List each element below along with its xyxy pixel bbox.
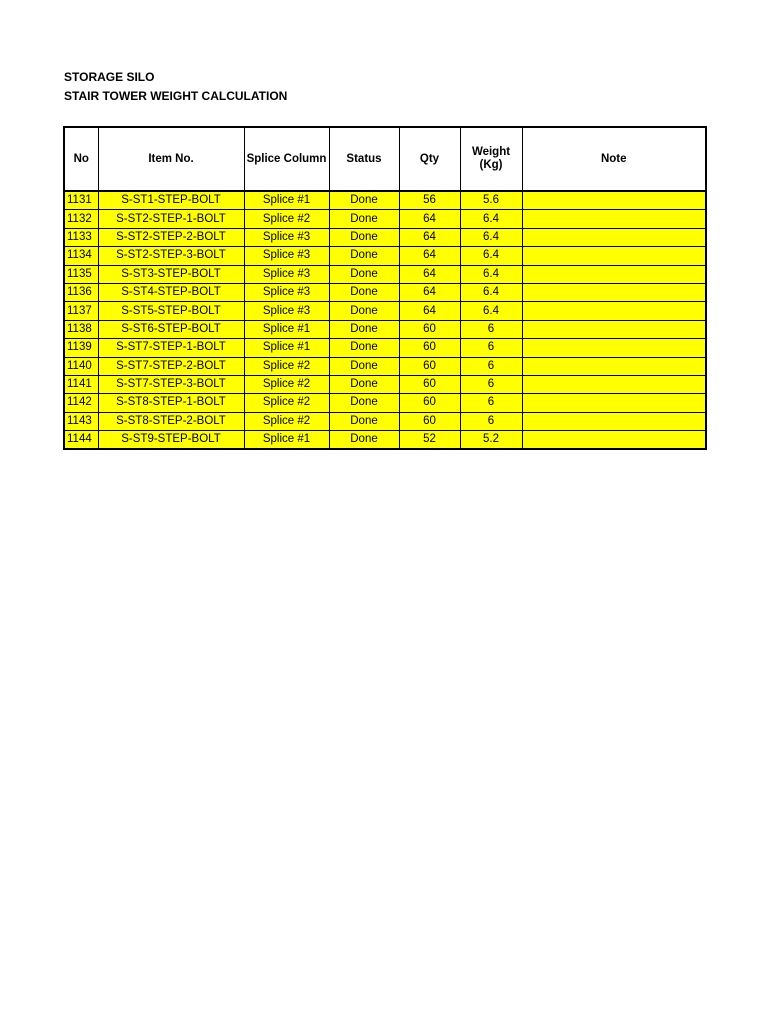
cell-splice-column: Splice #3 — [244, 302, 329, 320]
cell-splice-column: Splice #1 — [244, 339, 329, 357]
cell-no: 1137 — [64, 302, 98, 320]
cell-splice-column: Splice #3 — [244, 228, 329, 246]
weight-calculation-table — [63, 126, 707, 450]
cell-item-no: S-ST7-STEP-2-BOLT — [98, 357, 244, 375]
cell-no: 1142 — [64, 394, 98, 412]
cell-note — [522, 375, 706, 393]
table-body — [64, 191, 706, 449]
cell-item-no: S-ST5-STEP-BOLT — [98, 302, 244, 320]
cell-item-no: S-ST8-STEP-1-BOLT — [98, 394, 244, 412]
cell-no: 1141 — [64, 375, 98, 393]
cell-weight: 6 — [460, 375, 522, 393]
cell-status: Done — [329, 339, 399, 357]
table-row — [64, 191, 706, 210]
cell-splice-column: Splice #1 — [244, 431, 329, 450]
cell-weight: 6 — [460, 357, 522, 375]
cell-status: Done — [329, 283, 399, 301]
cell-no: 1143 — [64, 412, 98, 430]
cell-status: Done — [329, 431, 399, 450]
cell-note — [522, 431, 706, 450]
cell-weight: 5.6 — [460, 191, 522, 210]
cell-status: Done — [329, 320, 399, 338]
cell-weight: 6 — [460, 339, 522, 357]
cell-splice-column: Splice #2 — [244, 357, 329, 375]
table-row — [64, 339, 706, 357]
cell-note — [522, 265, 706, 283]
header-note: Note — [522, 127, 706, 191]
document-title: STORAGE SILO — [64, 70, 155, 84]
table-row — [64, 431, 706, 450]
cell-splice-column: Splice #3 — [244, 265, 329, 283]
cell-no: 1132 — [64, 210, 98, 228]
cell-qty: 60 — [399, 320, 460, 338]
cell-qty: 60 — [399, 357, 460, 375]
cell-no: 1138 — [64, 320, 98, 338]
cell-note — [522, 191, 706, 210]
cell-item-no: S-ST8-STEP-2-BOLT — [98, 412, 244, 430]
table-row — [64, 302, 706, 320]
cell-qty: 60 — [399, 339, 460, 357]
cell-qty: 64 — [399, 302, 460, 320]
cell-no: 1139 — [64, 339, 98, 357]
cell-item-no: S-ST3-STEP-BOLT — [98, 265, 244, 283]
cell-qty: 64 — [399, 283, 460, 301]
cell-status: Done — [329, 228, 399, 246]
cell-item-no: S-ST6-STEP-BOLT — [98, 320, 244, 338]
cell-weight: 6.4 — [460, 265, 522, 283]
cell-status: Done — [329, 265, 399, 283]
cell-note — [522, 412, 706, 430]
cell-item-no: S-ST1-STEP-BOLT — [98, 191, 244, 210]
cell-qty: 60 — [399, 394, 460, 412]
cell-status: Done — [329, 210, 399, 228]
cell-qty: 64 — [399, 210, 460, 228]
cell-status: Done — [329, 357, 399, 375]
cell-status: Done — [329, 247, 399, 265]
cell-qty: 64 — [399, 247, 460, 265]
cell-note — [522, 302, 706, 320]
cell-item-no: S-ST9-STEP-BOLT — [98, 431, 244, 450]
cell-no: 1136 — [64, 283, 98, 301]
table-row — [64, 210, 706, 228]
cell-note — [522, 357, 706, 375]
header-splice-column: Splice Column — [244, 127, 329, 191]
header-weight: Weight (Kg) — [460, 127, 522, 191]
cell-note — [522, 339, 706, 357]
cell-splice-column: Splice #3 — [244, 247, 329, 265]
cell-no: 1135 — [64, 265, 98, 283]
cell-splice-column: Splice #1 — [244, 191, 329, 210]
cell-weight: 6 — [460, 394, 522, 412]
cell-no: 1144 — [64, 431, 98, 450]
cell-note — [522, 247, 706, 265]
table-row — [64, 394, 706, 412]
cell-item-no: S-ST2-STEP-1-BOLT — [98, 210, 244, 228]
table-header-row — [64, 127, 706, 191]
cell-splice-column: Splice #2 — [244, 375, 329, 393]
header-item-no: Item No. — [98, 127, 244, 191]
cell-no: 1131 — [64, 191, 98, 210]
cell-no: 1134 — [64, 247, 98, 265]
cell-note — [522, 210, 706, 228]
cell-status: Done — [329, 375, 399, 393]
table-row — [64, 247, 706, 265]
cell-no: 1133 — [64, 228, 98, 246]
table-row — [64, 357, 706, 375]
table-row — [64, 283, 706, 301]
document-subtitle: STAIR TOWER WEIGHT CALCULATION — [64, 89, 288, 103]
cell-weight: 6.4 — [460, 247, 522, 265]
cell-note — [522, 394, 706, 412]
cell-no: 1140 — [64, 357, 98, 375]
cell-splice-column: Splice #2 — [244, 394, 329, 412]
cell-note — [522, 283, 706, 301]
cell-status: Done — [329, 394, 399, 412]
table-row — [64, 320, 706, 338]
cell-qty: 52 — [399, 431, 460, 450]
cell-weight: 6 — [460, 412, 522, 430]
cell-qty: 60 — [399, 375, 460, 393]
cell-item-no: S-ST7-STEP-1-BOLT — [98, 339, 244, 357]
cell-item-no: S-ST2-STEP-3-BOLT — [98, 247, 244, 265]
cell-weight: 6 — [460, 320, 522, 338]
table-row — [64, 265, 706, 283]
cell-splice-column: Splice #3 — [244, 283, 329, 301]
cell-qty: 60 — [399, 412, 460, 430]
cell-item-no: S-ST7-STEP-3-BOLT — [98, 375, 244, 393]
cell-weight: 6.4 — [460, 210, 522, 228]
cell-qty: 64 — [399, 265, 460, 283]
cell-splice-column: Splice #2 — [244, 412, 329, 430]
cell-weight: 6.4 — [460, 302, 522, 320]
header-no: No — [64, 127, 98, 191]
cell-qty: 56 — [399, 191, 460, 210]
cell-status: Done — [329, 191, 399, 210]
cell-note — [522, 228, 706, 246]
cell-weight: 6.4 — [460, 228, 522, 246]
cell-note — [522, 320, 706, 338]
cell-weight: 6.4 — [460, 283, 522, 301]
table-row — [64, 228, 706, 246]
cell-item-no: S-ST2-STEP-2-BOLT — [98, 228, 244, 246]
table-row — [64, 375, 706, 393]
table-row — [64, 412, 706, 430]
header-status: Status — [329, 127, 399, 191]
cell-qty: 64 — [399, 228, 460, 246]
cell-splice-column: Splice #1 — [244, 320, 329, 338]
cell-item-no: S-ST4-STEP-BOLT — [98, 283, 244, 301]
cell-splice-column: Splice #2 — [244, 210, 329, 228]
header-qty: Qty — [399, 127, 460, 191]
cell-status: Done — [329, 302, 399, 320]
cell-weight: 5.2 — [460, 431, 522, 450]
cell-status: Done — [329, 412, 399, 430]
